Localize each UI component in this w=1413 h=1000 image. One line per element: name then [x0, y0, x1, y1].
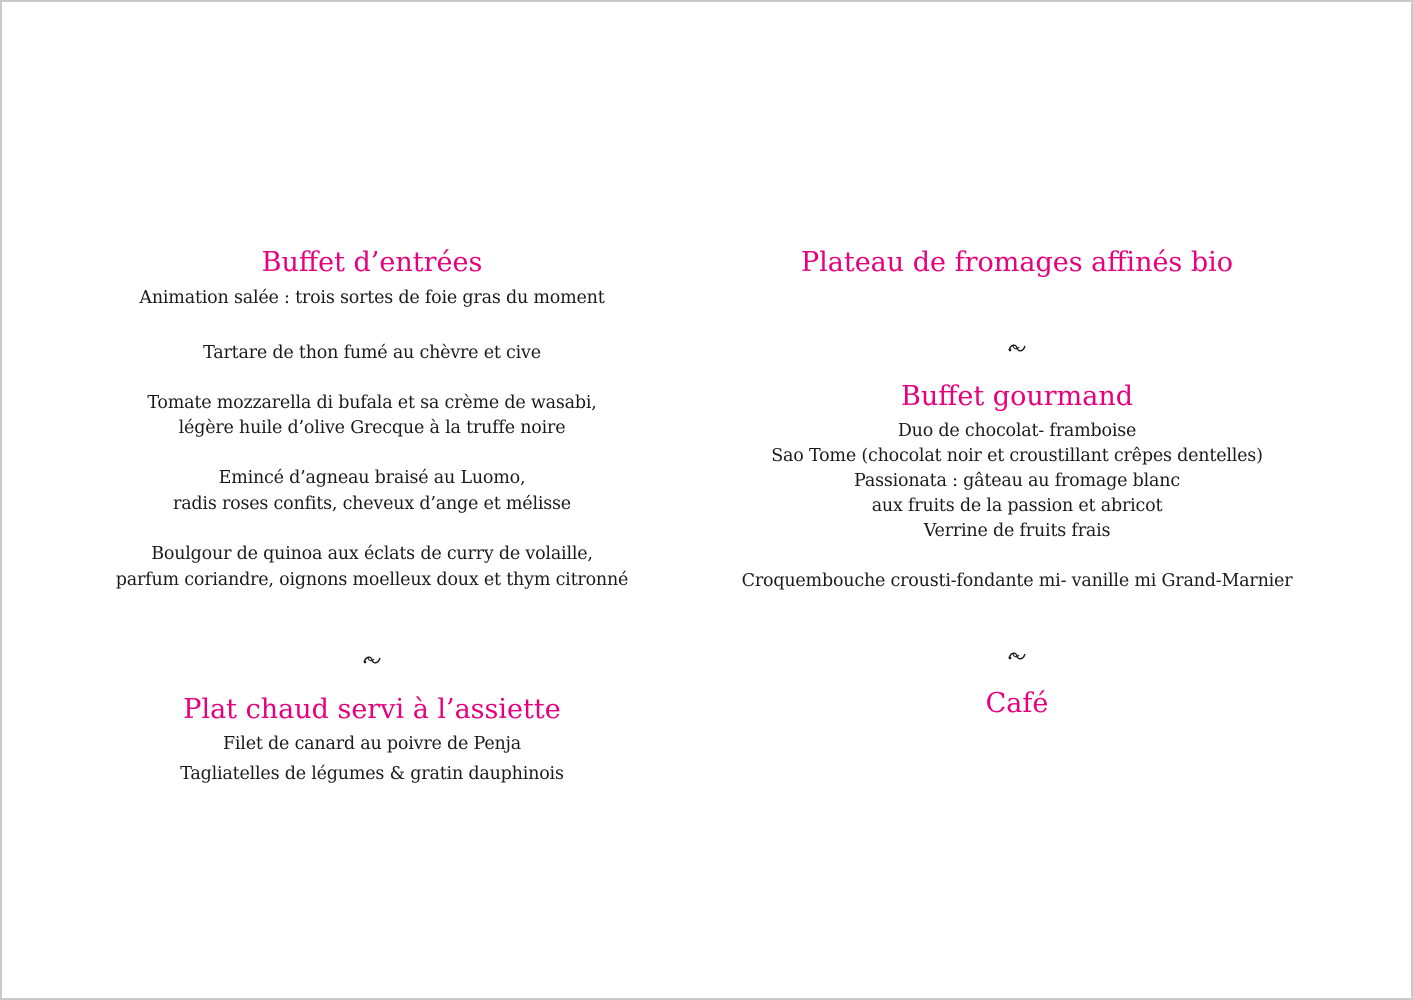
menu-item: légère huile d’olive Grecque à la truffe noire — [178, 418, 566, 438]
menu-item: Emincé d’agneau braisé au Luomo, — [218, 468, 526, 488]
flourish-ornament-icon — [72, 652, 672, 668]
menu-item: Boulgour de quinoa aux éclats de curry de volaille, — [151, 544, 593, 564]
section-title-entrees: Buffet d’entrées — [261, 247, 483, 278]
section-title-cafe: Café — [985, 688, 1049, 719]
menu-item: Tomate mozzarella di bufala et sa crème de wasabi, — [147, 393, 597, 413]
menu-item: Passionata : gâteau au fromage blanc — [854, 471, 1180, 491]
menu-item: parfum coriandre, oignons moelleux doux et thym citronné — [115, 570, 629, 590]
menu-item: aux fruits de la passion et abricot — [871, 496, 1163, 516]
menu-item: Duo de chocolat- framboise — [897, 421, 1137, 441]
menu-item: Sao Tome (chocolat noir et croustillant crêpes dentelles) — [771, 446, 1263, 466]
flourish-ornament-icon — [717, 340, 1317, 356]
menu-item: Croquembouche crousti-fondante mi- vanille mi Grand-Marnier — [741, 571, 1293, 591]
menu-item: radis roses confits, cheveux d’ange et mélisse — [173, 494, 571, 514]
menu-item: Verrine de fruits frais — [923, 521, 1111, 541]
menu-item: Animation salée : trois sortes de foie gras du moment — [139, 288, 605, 308]
menu-item: Tartare de thon fumé au chèvre et cive — [203, 343, 541, 363]
menu-item: Filet de canard au poivre de Penja — [222, 734, 522, 754]
section-title-plat: Plat chaud servi à l’assiette — [183, 694, 561, 725]
section-title-fromages: Plateau de fromages affinés bio — [800, 247, 1234, 278]
section-title-gourmand: Buffet gourmand — [900, 381, 1134, 412]
menu-item: Tagliatelles de légumes & gratin dauphinois — [180, 764, 564, 784]
flourish-ornament-icon — [717, 648, 1317, 664]
